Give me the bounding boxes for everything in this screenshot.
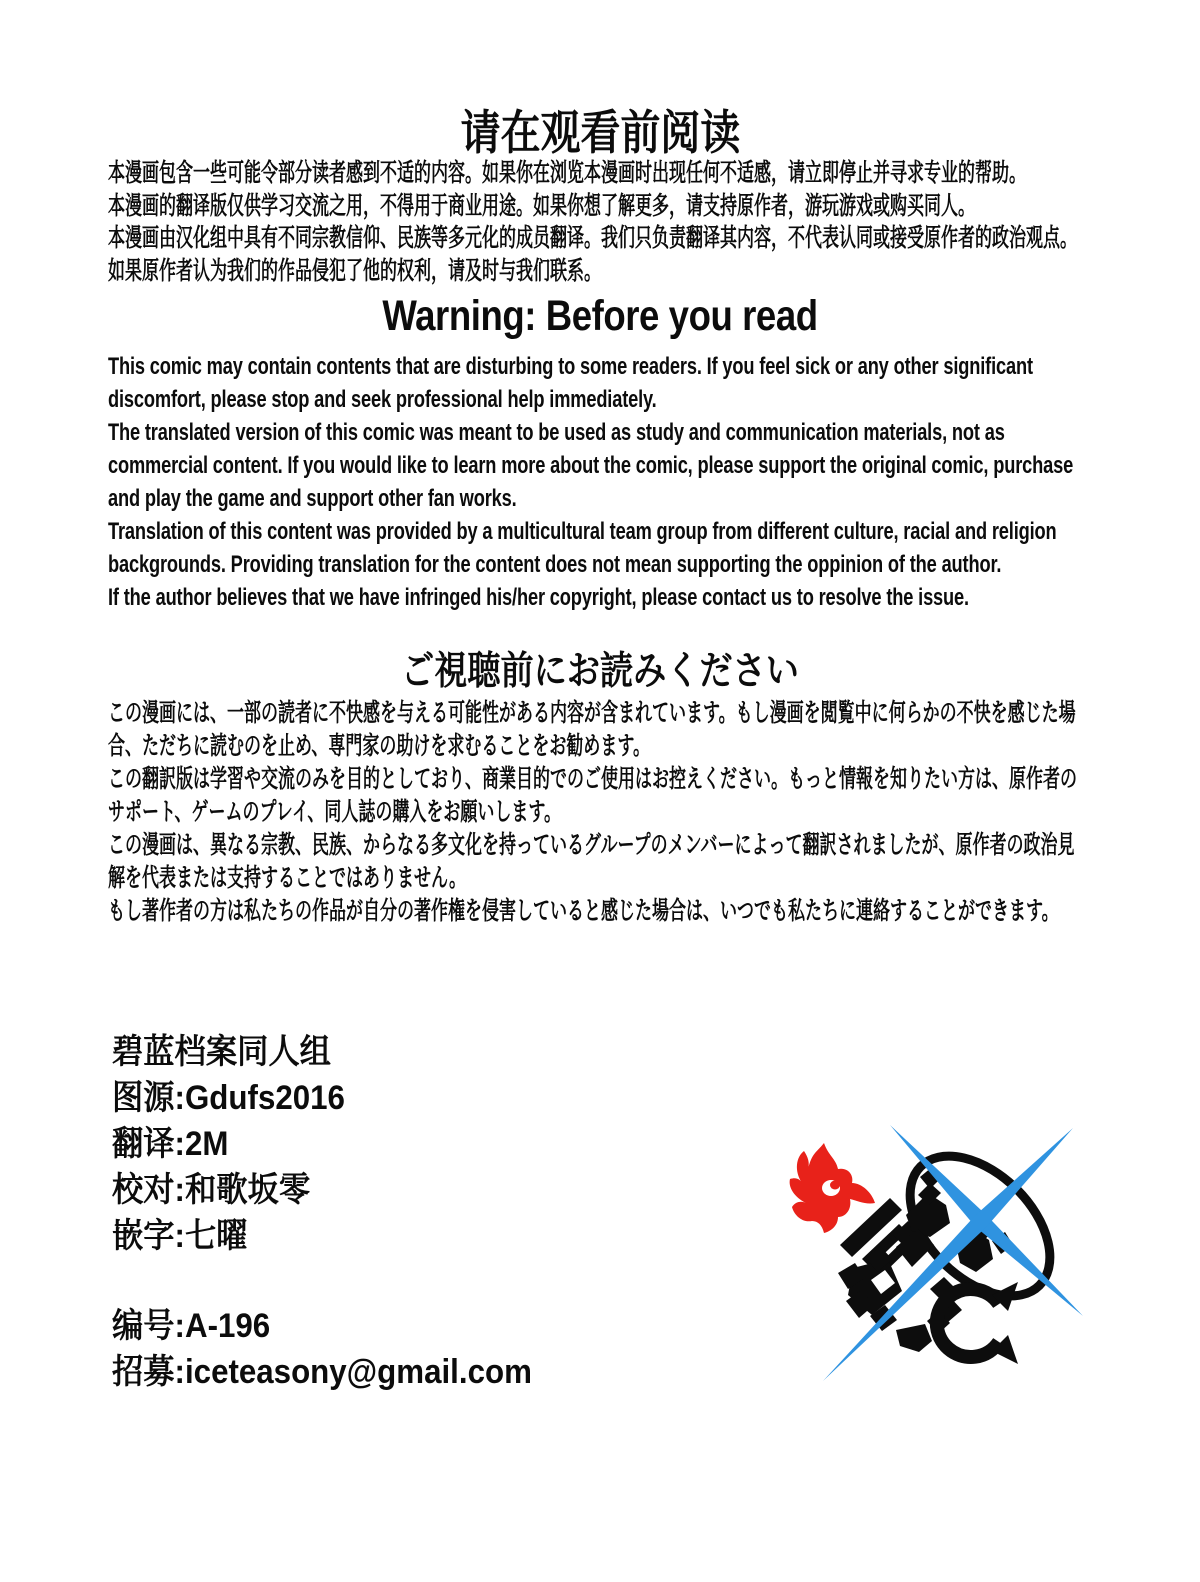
chinese-title: 请在观看前阅读 xyxy=(460,106,740,159)
credits-block-2 xyxy=(112,1298,568,1390)
credit-line-source xyxy=(112,1070,365,1116)
english-paragraph: Translation of this content was provided by a multicultural team group from different culture, racial and religion backgrounds. Providing translation for the content does not mean supporting the oppinion of the author. xyxy=(108,518,1057,578)
japanese-paragraphs xyxy=(108,697,1088,928)
credit-line-recruit xyxy=(112,1344,568,1390)
credit-line-proofreading xyxy=(112,1162,365,1208)
translator-credit: 翻译:2M xyxy=(112,1125,229,1163)
english-paragraphs xyxy=(108,350,1088,614)
credits-block xyxy=(112,1024,365,1254)
japanese-paragraph: この漫画には、一部の読者に不快感を与える可能性がある内容が含まれています。もし漫画を閲覧中に何らかの不快を感じた場合、ただちに読むのを止め、専門家の助けを求むることをお勧めます。 xyxy=(108,699,1076,760)
japanese-paragraph: この翻訳版は学習や交流のみを目的としており、商業目的でのご使用はお控えください。もっと情報を知りたい方は、原作者のサポート、ゲームのプレイ、同人誌の購入をお願いします。 xyxy=(108,765,1078,826)
chinese-paragraph: 本漫画的翻译版仅供学习交流之用，不得用于商业用途。如果你想了解更多，请支持原作者，游玩游戏或购买同人。 xyxy=(108,191,976,220)
english-paragraph: This comic may contain contents that are disturbing to some readers. If you feel sick or any other significant discomfort, please stop and seek professional help immediately. xyxy=(108,353,1033,413)
credit-line-serial xyxy=(112,1298,568,1344)
credit-line-translation xyxy=(112,1116,365,1162)
chinese-paragraph: 本漫画包含一些可能令部分读者感到不适的内容。如果你在浏览本漫画时出现任何不适感，请立即停止并寻求专业的帮助。 xyxy=(108,159,1027,187)
chinese-paragraph: 本漫画由汉化组中具有不同宗教信仰、民族等多元化的成员翻译。我们只负责翻译其内容，不代表认同或接受原作者的政治观点。 xyxy=(108,224,1078,252)
credit-line-group xyxy=(112,1024,365,1070)
english-title: Warning: Before you read xyxy=(382,292,818,340)
credit-line-typesetting xyxy=(112,1208,365,1254)
chinese-paragraph: 如果原作者认为我们的作品侵犯了他的权利，请及时与我们联系。 xyxy=(108,256,602,285)
japanese-paragraph: この漫画は、異なる宗教、民族、からなる多文化を持っているグループのメンバーによって翻訳されましたが、原作者の政治見解を代表または支持することではありません。 xyxy=(108,831,1075,892)
japanese-section xyxy=(0,640,1200,696)
english-paragraph: The translated version of this comic was meant to be used as study and communication materials, not as commercial content. If you would like to learn more about the comic, please support the original comic, purchase and play the game and support other fan works. xyxy=(108,419,1074,512)
typesetter-credit: 嵌字:七曜 xyxy=(112,1217,248,1255)
chinese-section xyxy=(0,96,1200,163)
source-credit: 图源:Gdufs2016 xyxy=(112,1079,345,1117)
proofreader-credit: 校对:和歌坂零 xyxy=(112,1171,311,1209)
english-section xyxy=(0,292,1200,341)
group-name: 碧蓝档案同人组 xyxy=(112,1033,331,1071)
japanese-title: ご視聴前にお読みください xyxy=(401,650,799,693)
flame-icon xyxy=(790,1143,875,1233)
group-logo xyxy=(778,1083,1198,1433)
blue-cross-icon xyxy=(823,1125,1083,1381)
chinese-paragraphs xyxy=(108,157,1088,287)
recruit-email: 招募:iceteasony@gmail.com xyxy=(112,1353,532,1391)
japanese-paragraph: もし著作者の方は私たちの作品が自分の著作権を侵害していると感じた場合は、いつでも私たちに連絡することができます。 xyxy=(108,897,1059,925)
english-paragraph: If the author believes that we have infringed his/her copyright, please contact us to resolve the issue. xyxy=(108,584,969,611)
serial-number: 编号:A-196 xyxy=(112,1307,271,1345)
